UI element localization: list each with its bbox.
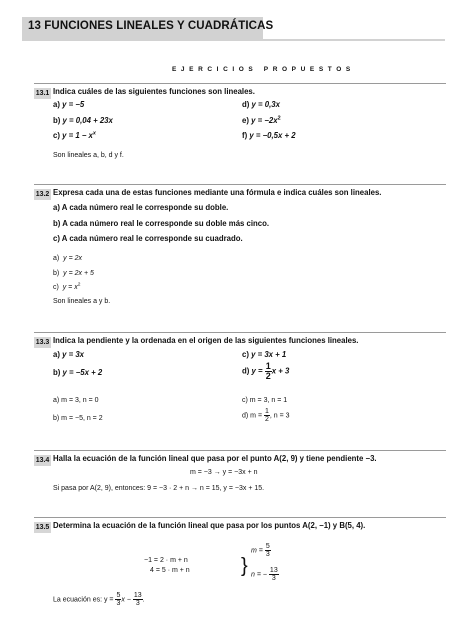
equation-line: m = −3 → y = −3x + n	[190, 469, 258, 476]
exercise-statement: Indica cuáles de las siguientes funciones son lineales.	[53, 87, 255, 96]
exercise-divider	[34, 83, 446, 84]
exercise-divider	[34, 332, 446, 333]
final-equation: La ecuación es: y = $\frac{5}{3}$ x − $\frac{13}{3}$ .	[53, 592, 145, 607]
exercise-statement: Halla la ecuación de la función lineal que pasa por el punto A(2, 9) y tiene pendiente −3.	[53, 454, 377, 463]
equation-system	[138, 556, 258, 580]
answer-text: Son lineales a, b, d y f.	[53, 152, 124, 159]
answer-a: a) y = 2x	[53, 255, 82, 262]
fraction: $\frac{1}{2}$	[265, 361, 271, 381]
item-c: c) y = 3x + 1	[242, 350, 287, 359]
answer-text: Si pasa por A(2, 9), entonces: 9 = −3 · 2 + n → n = 15, y = −3x + 15.	[53, 485, 265, 492]
answer-b: b) m = −5, n = 2	[53, 415, 103, 422]
exercise-number: 13.4	[35, 457, 50, 464]
fraction: $\frac{13}{3}$	[133, 592, 142, 607]
item-f: f) y = −0,5x + 2	[242, 131, 296, 140]
exercise-number: 13.1	[35, 90, 50, 97]
exercise-divider	[34, 517, 446, 518]
exercise-divider	[34, 184, 446, 185]
fraction: $\frac{13}{3}$	[269, 567, 278, 582]
exercise-number: 13.5	[35, 524, 50, 531]
system-eq-1: −1 = 2 · m + n	[144, 557, 188, 564]
answer-conclusion: Son lineales a y b.	[53, 298, 111, 305]
item-d: d) y = $\frac{1}{2}$ x + 3	[242, 361, 290, 381]
answer-c: c) m = 3, n = 1	[242, 397, 288, 404]
item-c: c) A cada número real le corresponde su cuadrado.	[53, 234, 243, 243]
exercise-statement: Expresa cada una de estas funciones mediante una fórmula e indica cuáles son lineales.	[53, 188, 382, 197]
brace-icon: }	[241, 555, 248, 577]
fraction: $\frac{5}{3}$	[116, 592, 121, 607]
exercise-statement: Determina la ecuación de la función lineal que pasa por los puntos A(2, −1) y B(5, 4).	[53, 521, 366, 530]
page-title: 13 FUNCIONES LINEALES Y CUADRÁTICAS	[28, 20, 274, 32]
answer-c: c) $y = x^2$	[53, 282, 81, 291]
answer-d: d) m = $\frac{1}{2}$ , n = 3	[242, 408, 290, 423]
exercise-number: 13.3	[35, 339, 50, 346]
fraction: $\frac{5}{3}$	[265, 543, 270, 558]
item-d: d) y = 0,3x	[242, 100, 280, 109]
header-rule	[22, 39, 445, 41]
item-a: a) y = 3x	[53, 350, 85, 359]
section-title: EJERCICIOS PROPUESTOS	[172, 66, 355, 73]
solution-m: m = $\frac{5}{3}$	[251, 543, 270, 558]
item-a: a) A cada número real le corresponde su doble.	[53, 203, 229, 212]
item-b: b) A cada número real le corresponde su doble más cinco.	[53, 219, 270, 228]
item-b: b) y = 0,04 + 23x	[53, 116, 113, 125]
item-e: e) $y = -2x^2$	[242, 115, 281, 125]
item-c: c) $y = 1 - x^x$	[53, 130, 96, 140]
system-eq-2: 4 = 5 · m + n	[150, 567, 190, 574]
item-a: a) y = −5	[53, 100, 85, 109]
answer-b: b) y = 2x + 5	[53, 270, 94, 277]
solution-n: n = − $\frac{13}{3}$	[251, 567, 278, 582]
fraction: $\frac{1}{2}$	[265, 408, 269, 423]
exercise-statement: Indica la pendiente y la ordenada en el origen de las siguientes funciones lineales.	[53, 336, 359, 345]
answer-a: a) m = 3, n = 0	[53, 397, 99, 404]
exercise-number: 13.2	[35, 191, 50, 198]
item-b: b) y = −5x + 2	[53, 368, 103, 377]
exercise-divider	[34, 450, 446, 451]
